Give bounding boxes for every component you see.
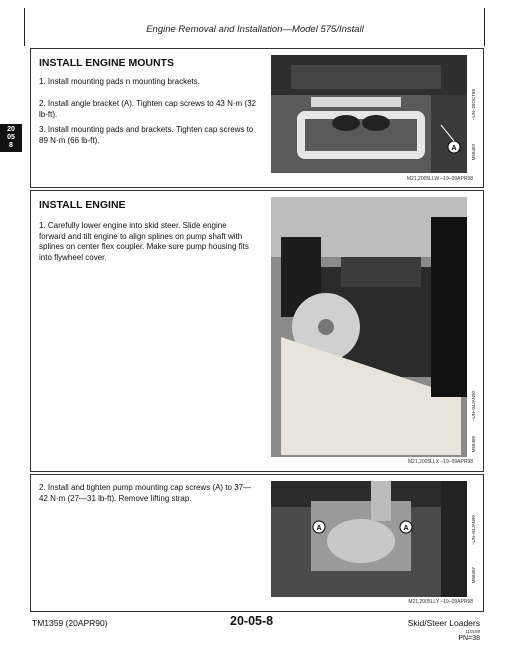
step-text: 3. Install mounting pads and brackets. Tighten cap screws to 89 N·m (66 lb-ft). — [39, 125, 254, 145]
section-title: INSTALL ENGINE — [39, 199, 126, 211]
pump-mounting-illustration — [271, 481, 467, 597]
step-text: 2. Install angle bracket (A). Tighten cap screws to 43 N·m (32 lb-ft). — [39, 99, 256, 119]
photo-number: M58489 — [471, 436, 476, 453]
section-install-engine — [30, 190, 484, 472]
engine-installation-illustration — [271, 197, 467, 457]
step-text: 1. Carefully lower engine into skid steer. Slide engine forward and tilt engine to align splines on pump shaft with splines on center flex coupler. Make sure pump housing fits into flywheel cover. — [39, 221, 249, 262]
photo-caption: M21,2005LLY –19–09APR98 — [408, 599, 473, 605]
pump-mounting-photo — [271, 481, 467, 597]
photo-number: M58483 — [471, 144, 476, 161]
page-header-title: Engine Removal and Installation—Model 575/Install — [146, 24, 364, 35]
engine-mount-photo — [271, 55, 467, 173]
step-text: 2. Install and tighten pump mounting cap screws (A) to 37—42 N·m (27—31 lb-ft). Remove lifting strap. — [39, 483, 252, 503]
photo-caption: M21,2005LLW –19–09APR98 — [406, 176, 473, 182]
section-pump-mounting — [30, 474, 484, 612]
footer-manual-code: TM1359 (20APR90) — [32, 618, 108, 628]
engine-installation-photo — [271, 197, 467, 457]
section-tab-line2: 05 — [7, 134, 15, 141]
callout-a: A — [316, 525, 322, 532]
step-text: 1. Install mounting pads n mounting brackets. — [39, 77, 200, 86]
photo-number: M58487 — [471, 567, 476, 584]
callout-a: A — [451, 145, 457, 152]
photo-caption: M21,2005LLX –19–09APR98 — [407, 459, 473, 465]
photo-code: –UN–28OCT89 — [471, 89, 476, 121]
footer-small-code: 110198 — [465, 629, 480, 634]
callout-a: A — [403, 525, 409, 532]
section-install-engine-mounts — [30, 48, 484, 188]
engine-mount-illustration — [271, 55, 467, 173]
photo-code: –UN–04JAN90 — [471, 391, 476, 422]
footer-page-number: 20-05-8 — [230, 614, 274, 628]
footer-pn: PN=38 — [458, 635, 480, 642]
footer-product-name: Skid/Steer Loaders — [407, 618, 480, 628]
photo-code: –UN–04JAN90 — [471, 515, 476, 546]
section-title: INSTALL ENGINE MOUNTS — [39, 57, 174, 69]
section-tab-line1: 20 — [7, 126, 15, 133]
section-tab — [0, 124, 22, 152]
section-tab-line3: 8 — [9, 142, 13, 149]
